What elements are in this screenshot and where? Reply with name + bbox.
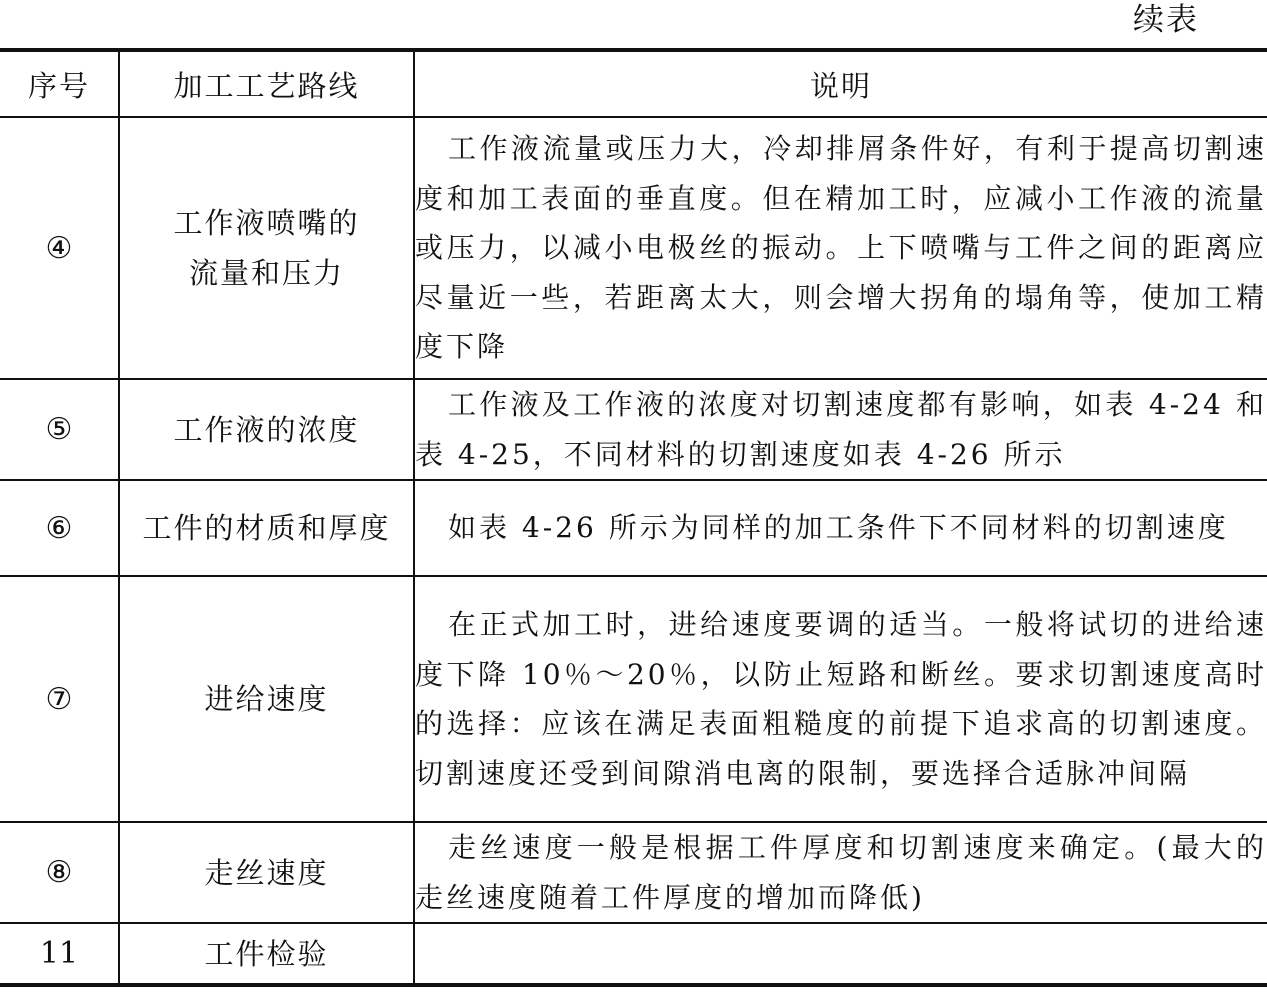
table-row — [0, 576, 1267, 822]
table-row — [0, 822, 1267, 923]
table-row — [0, 379, 1267, 480]
table-header-row — [0, 50, 1267, 117]
row-route-line: 工件检验 — [204, 936, 329, 971]
row-seq: ⑥ — [0, 480, 119, 576]
row-seq: 11 — [0, 923, 119, 985]
row-route-line: 流量和压力 — [188, 256, 344, 290]
row-seq: ⑤ — [0, 379, 119, 480]
row-route-line: 进给速度 — [204, 682, 329, 716]
row-route — [119, 379, 414, 480]
header-seq: 序号 — [0, 50, 119, 117]
row-desc: 工作液及工作液的浓度对切割速度都有影响，如表 4-24 和表 4-25，不同材料的切割速度如表 4-26 所示 — [414, 379, 1267, 480]
process-table — [0, 48, 1267, 987]
row-route — [119, 822, 414, 923]
row-desc: 工作液流量或压力大，冷却排屑条件好，有利于提高切割速度和加工表面的垂直度。但在精加工时，应减小工作液的流量或压力，以减小电极丝的振动。上下喷嘴与工件之间的距离应尽量近一些，若距离太大，则会增大拐角的塌角等，使加工精度下降 — [414, 117, 1267, 379]
table-row — [0, 117, 1267, 379]
row-seq: ⑧ — [0, 822, 119, 923]
row-seq: ⑦ — [0, 576, 119, 822]
row-route-line: 工件的材质和厚度 — [142, 511, 391, 545]
table-continued-caption: 续表 — [1133, 2, 1199, 38]
row-route — [119, 576, 414, 822]
row-route — [119, 480, 414, 576]
table-row — [0, 480, 1267, 576]
row-desc — [414, 923, 1267, 985]
row-route — [119, 117, 414, 379]
row-route-line: 工作液喷嘴的 — [173, 206, 360, 240]
row-desc: 如表 4-26 所示为同样的加工条件下不同材料的切割速度 — [414, 480, 1267, 576]
row-route-line: 走丝速度 — [204, 855, 329, 890]
header-route: 加工工艺路线 — [119, 50, 414, 117]
row-route — [119, 923, 414, 985]
table-row — [0, 923, 1267, 985]
row-desc: 在正式加工时，进给速度要调的适当。一般将试切的进给速度下降 10％～20％，以防止短路和断丝。要求切割速度高时的选择：应该在满足表面粗糙度的前提下追求高的切割速度。切割速度还受到间隙消电离的限制，要选择合适脉冲间隔 — [414, 576, 1267, 822]
row-desc: 走丝速度一般是根据工件厚度和切割速度来确定。(最大的走丝速度随着工件厚度的增加而降低) — [414, 822, 1267, 923]
row-route-line: 工作液的浓度 — [173, 412, 360, 447]
row-seq: ④ — [0, 117, 119, 379]
header-desc: 说明 — [414, 50, 1267, 117]
